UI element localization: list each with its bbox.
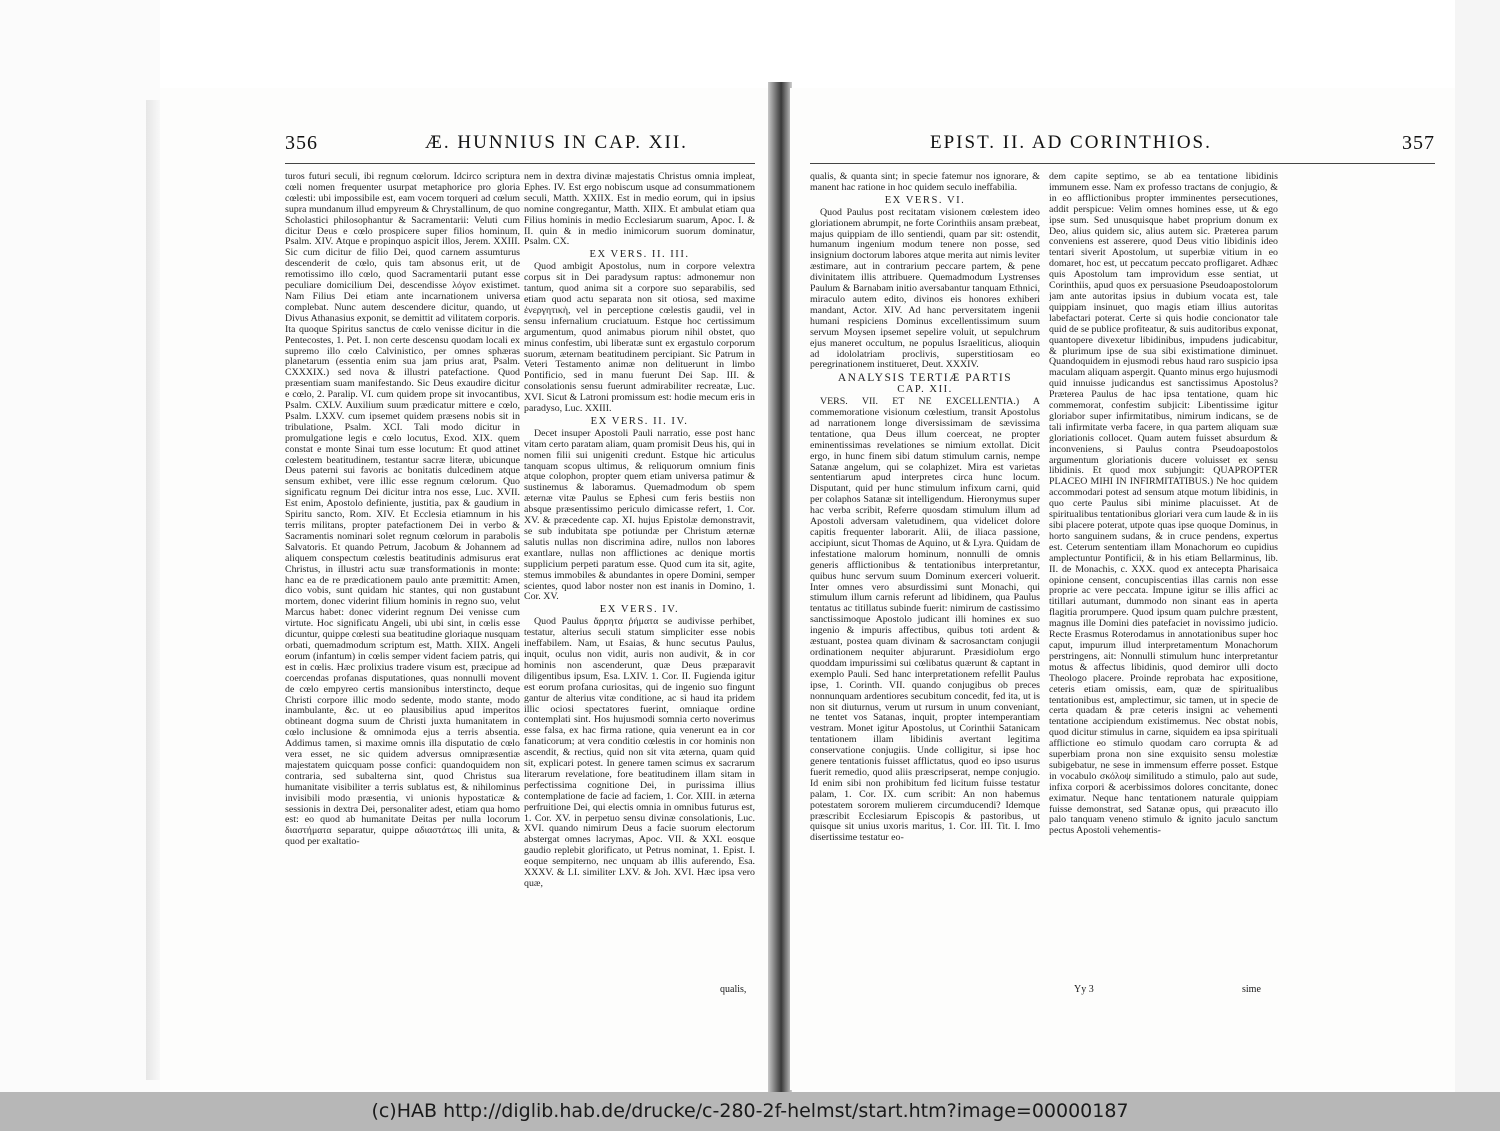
right-catchword: sime (1242, 984, 1261, 995)
paragraph: dem capite septimo, se ab ea tentatione libidinis immunem esse. Nam ex professo tractans de conjugio, & in eo afflictionibus propter imminentes persecutiones, addit perspicue: Velim omnes homines esse, ut & ego ipse sum. Sed unusquisque habet proprium donum ex Deo, alius quidem sic, alius autem sic. Præterea parum conveniens est asserere, quod Deus vitio libidinis ideo tentari siverit Apostolum, ut superbiæ vitium in eo domaret, hoc est, ut peccatum peccato profligaret. Adhæc quis Apostolum tam improvidum esse sentiat, ut Corinthiis, apud quos ex persuasione Pseudoapostolorum jam ante autoritas ipsius in dubium vocata est, tale quippiam insinuet, quo magis etiam illius autoritas labefactari poterat. Certe si quis hodie concionator tale quid de se publice profiteatur, & suis auditoribus exponat, quantopere divexetur libidinibus, impudens judicabitur, & plurimum ipse de sua sibi existimatione diminuet. Quandoquidem in ejusmodi rebus haud raro suspicio ipsa maculam aliquam aspergit. Quanto minus ergo hujusmodi quid innuisse judicandus est sanctissimus Apostolus? Præterea Paulus de hac ipsa tentatione, quam hic commemorat, confestim subjicit: Libentissime igitur gloriabor super infirmitatibus, nimirum indicans, se de tali infirmitate verba facere, in qua partem aliquam suæ gloriationis collocet. Quam autem fuisset absurdum & inconveniens, si Paulus contra Pseudoapostolos argumentum gloriationis ducere voluisset ex sensu libidinis. Et quod mox subjungit: QUAPROPTER PLACEO MIHI IN INFIRMITATIBUS.) Ne hoc quidem accommodari potest ad sensum atque motum libidinis, in quo certe Paulus sibi minime placuisset. At de spiritualibus tentationibus gloriari vera cum laude & in iis sibi placere poterat, utpote quas ipse quoque Dominus, in horto sanguinem sudans, & in cruce pendens, expertus est. Ceterum sententiam illam Monachorum eo cupidius amplectuntur Pontificii, & in his etiam Bellarminus, lib. II. de Monachis, c. XXX. quod ex antecepta Pharisaica opinione censent, concupiscentias illas carnis non esse proprie ac vere peccata. Impune igitur se illis affici ac titillari autumant, dummodo non sinant eas in aperta flagitia prorumpere. Quod ipsum quam pulchre præstent, magnus ille Domini dies patefaciet in novissimo judicio. Recte Erasmus Roterodamus in annotationibus super hoc caput, impurum illud interpretamentum Monachorum perstringens, ait: Nonnulli stimulum hunc interpretantur motus & affectus libidinis, quod demiror ulli docto Theologo placere. Proinde reprobata hac expositione, ceteris etiam omissis, eam, quæ de spiritualibus tentationibus est, amplectimur, sic tamen, ut in specie de certa quadam & præ ceteris insigni ac vehementi tentatione accipiendum existimemus. Nec obstat nobis, quod dicitur stimulus in carne, siquidem ea ipsa spirituali afflictione eo stimulo quodam caro corrupta & ad superbiam prona non sine exquisito sensu molestiæ subigebatur, ne sese in immensum efferre posset. Estque in vocabulo σκόλοψ similitudo a stimulo, palo aut sude, infixa corpori & acerbissimos dolores concitante, donec eximatur. Neque hanc tentationem naturale quippiam fuisse demonstrat, sed Satanæ opus, qui præacuto illo palo tanquam veneno stimulo & ignito jaculo sanctum pectus Apostoli vehementis- (1049, 172, 1278, 837)
left-page (160, 88, 770, 1090)
analysis-heading: ANALYSIS TERTIÆ PARTIS (837, 372, 1013, 385)
left-catchword: qualis, (720, 984, 747, 995)
header-rule (285, 163, 755, 164)
section-heading: EX VERS. II. III. (589, 249, 690, 261)
book-edge (146, 100, 160, 1080)
right-running-head: EPIST. II. AD CORINTHIOS. (930, 132, 1212, 153)
paragraph: Quod ambigit Apostolus, num in corpore velextra corpus sit in Dei paradysum raptus: admonemur non tantum, quod anima sit a corpore suo separabilis, sed etiam quod actu separata non sit otiosa, sed maxime ἐνεργητικὴ, vel in perceptione cœlestis gaudii, vel in sensu infernalium cruciatuum. Estque hoc certissimum argumentum, quod animabus piorum nihil obstet, quo minus confestim, ubi liberatæ sunt ex ergastulo corporum suorum, æternam beatitudinem percipiant. Sic Patrum in Veteri Testamento animæ non delituerunt in limbo Pontificio, sed in manu fuerunt Dei Sap. III. & consolationis sensu fuerunt admirabiliter recreatæ, Luc. XVI. Sicut & Latroni promissum est: hodie mecum eris in paradyso, Luc. XXIII. (524, 261, 755, 415)
right-column-b (1049, 172, 1278, 1072)
left-page-header (285, 132, 755, 164)
copyright-url[interactable]: (c)HAB http://diglib.hab.de/drucke/c-280-2f-helmst/start.htm?image=00000187 (371, 1100, 1129, 1122)
paragraph: VERS. VII. ET NE EXCELLENTIA.) A commemoratione visionum cœlestium, transit Apostolus ad narrationem longe diversissimam de sævissima tentatione, qua Deus illum coerceat, ne propter eminentissimas revelationes se nimium extollat. Dicit ergo, in hunc finem sibi datum stimulum carnis, nempe Satanæ angelum, qui se colaphizet. Mira est varietas sententiarum apud interpretes circa hunc locum. Disputant, quid per hunc stimulum infixum carni, quid per colaphos Satanæ sit intelligendum. Hieronymus super hac verba scribit, Referre quosdam stimulum illum ad Apostoli adversam valetudinem, qua videlicet dolore capitis frequenter laborarit. Alii, de iliaca passione, accipiunt, sicut Thomas de Aquino, ut & Lyra. Quidam de infestatione malorum hominum, nonnulli de omnis generis afflictionibus & tentationibus interpretantur, quibus hunc servum suum Dominum exerceri voluerit. Inter omnes vero absurdissimi sunt Monachi, qui stimulum illum carnis referunt ad libidinem, qua Paulus tentatus ac titillatus subinde fuerit: nimirum de castissimo sanctissimoque Apostolo judicant illi homines ex suo ingenio & impuris affectibus, quibus toti ardent & æstuant, postea quam divinam & sacrosanctam conjugii ordinationem nequiter abjurarunt. Præsidiolum ergo quoddam impurissimi sui cœlibatus quærunt & captant in exemplo Pauli. Sed hanc interpretationem refellit Paulus ipse, 1. Corinth. VII. quando conjugibus ob preces nonnunquam ardentiores secubitum concedit, fed ita, ut is non sit diuturnus, verum ut rursum in unum conveniant, ne tentet vos Satanas, inquit, propter intemperantiam vestram. Monet igitur Apostolus, ut Corinthii Satanicam tentationem illam libidinis avertant legitima conservatione conjugiis. Unde colligitur, si ipse hoc genere tentationis fuisset afflictatus, quod eo ipso usurus fuerit remedio, quod aliis præscripserat, nempe conjugio. Id enim sibi non prohibitum fed licitum fuisse testatur palam, 1. Cor. IX. cum scribit: An non habemus potestatem sororem mulierem circumducendi? Idemque præscribit Ecclesiarum Episcopis & pastoribus, ut quisque sit unius uxoris maritus, 1. Cor. III. Tit. I. Imo disertissime testatur eo- (810, 396, 1040, 844)
right-page-header (810, 132, 1435, 164)
left-running-head: Æ. HUNNIUS IN CAP. XII. (425, 132, 688, 153)
book-gutter (768, 82, 792, 1092)
left-column-a (285, 172, 520, 1072)
left-page-number: 356 (285, 132, 318, 154)
section-heading: EX VERS. IV. (599, 604, 680, 616)
section-heading: EX VERS. II. IV. (590, 415, 689, 427)
right-page (790, 88, 1455, 1090)
paragraph: turos futuri seculi, ibi regnum cœlorum. Idcirco scriptura cœli nomen frequenter usurpat metaphorice pro gloria cœlesti: ubi impossibile est, eam vocem torqueri ad cœlum supra mundanum illud empyreum & Chrystallinum, de quo Scholastici philosophantur & Sacramentarii: Veluti cum dicitur Deus e cœlo prospicere super filios hominum, Psalm. XIV. Atque e propinquo aspicit illos, Jerem. XXIII. Sic cum dicitur de filio Dei, quod carnem assumturus descenderit de cœlo, quis tam absonus erit, ut de remotissimo illo cœlo, quod Sacramentarii putant esse peculiare domicilium Dei, descendisse λόγον existimet. Nam Filius Dei etiam ante incarnationem universa complebat. Nunc autem descendere dicitur, quando, ut Divus Athanasius exponit, se demittit ad vilitatem corporis. Ita quoque Spiritus sanctus de cœlo venisse dicitur in die Pentecostes, 1. Pet. I. non certe descensu quodam locali ex supremo illo cœlo Calvinistico, per omnes sphæras planetarum (essentia enim sua jam prius arat, Psalm. CXXXIX.) sed nova & illustri patefactione. Quod præsentiam suam manifestando. Sic Deus exaudire dicitur e cœlo, 2. Paralip. VI. cum quidem prope sit invocantibus, Psalm. CXLV. Auxilium suum prædicatur mittere e cœlo, Psalm. LXXV. cum ipsemet quidem præsens nobis sit in tribulatione, Psalm. XCI. Tali modo dicitur in promulgatione legis e cœlo locutus, Exod. XIX. quem constat e monte Sinai tum esse locutum: Et quod attinet cœlestem beatitudinem, testantur sacræ literæ, ubicunque Deus paterni sui favoris ac bonitatis dulcedinem atque sensum exhibet, vere illic esse regnum cœlorum. Quo significatu regnum Dei dicitur intra nos esse, Luc. XVII. Est enim, Apostolo definiente, justitia, pax & gaudium in Spiritu sancto, Rom. XIV. Et Ecclesia etiamnum in his terris militans, propter patefactionem Dei in verbo & Sacramentis nominari solet regnum cœlorum in parabolis Salvatoris. Et quando Petrum, Jacobum & Johannem ad aliquem conspectum cœlestis beatitudinis admisurus erat Christus, in illustri actu suæ transformationis in monte: hanc ea de re prædicationem paulo ante præmittit: Amen, dico vobis, sunt quidam hic stantes, qui non gustabunt mortem, donec viderint filium hominis in regno suo, velut Marcus habet: donec viderint regnum Dei venisse cum virtute. Hoc significatu Angeli, ubi ubi sint, in cœlis esse dicuntur, quippe cœlesti sua beatitudine gloriaque nusquam orbati, quemadmodum scriptum est, Matth. XIIX. Angeli eorum (infantum) in cœlis semper vident faciem patris, qui est in cœlis. Hæc prolixius tradere visum est, præcipue ad coercendas profanas disputationes, quas nonnulli movent de cœlo empyreo certis mansionibus interstincto, deque Christi corpore illic modo sedente, modo stante, modo inambulante, &c. ut eo plausibilius apud imperitos obtineant dogma suum de Christi juxta humanitatem in cœlo inclusione & omnimoda ejus a terris absentia. Addimus tamen, si maxime omnis illa disputatio de cœlo vera esset, ne sic quidem adversus omnipræsentiæ majestatem quicquam posse confici: quandoquidem non contraria, sed subalterna sint, quod Christus sua humanitate visibiliter a terris sublatus est, & nihilominus invisibili modo præsentia, vi unionis hypostaticæ & sessionis in dextra Dei, personaliter adest, etiam qua homo est: eo quod ab humanitate Deitas per nulla locorum διαστήματα separatur, quippe αδιαστάτως illi unita, & quod per exaltatio- (285, 172, 520, 848)
right-column-a (810, 172, 1040, 1072)
paragraph: Quod Paulus post recitatam visionem cœlestem ideo gloriationem abrumpit, ne forte Corinthiis ansam præbeat, majus quippiam de illo sentiendi, quam par sit: ostendit, humanum ingenium modum tenere non posse, sed insignium doctorum labores atque merita aut nimis leviter æstimare, aut in contrarium peccare partem, & pene divinitatem illis attribuere. Quemadmodum Lystrenses Paulum & Barnabam initio aversabantur tanquam Ethnici, miraculo autem edito, divinos eis honores exhiberi mandant, Actor. XIV. Ad hanc perversitatem ingenii humani respiciens Dominus excellentissimum suum servum Moysen ipsemet sepelire voluit, ut sepulchrum ejus maneret occultum, ne populus Israeliticus, alioquin ad idololatriam proclivis, superstitiosam eo peregrinationem institueret, Deut. XXXIV. (810, 206, 1040, 371)
paragraph: Quod Paulus ἄρρητα ῥήματα se audivisse perhibet, testatur, alterius seculi statum simpliciter esse nobis ineffabilem. Nam, ut Esaias, & hunc secutus Paulus, inquit, oculus non vidit, auris non audivit, & in cor hominis non ascenderunt, quæ Deus præparavit diligentibus ipsum, Esa. LXIV. 1. Cor. II. Fugienda igitur est eorum profana curiositas, qui de ingenio suo fingunt gantur de alterius vitæ conditione, ac si haud ita pridem illic ociosi spectatores fuerint, omniaque ordine contemplati sint. Hos hujusmodi somnia certo noverimus esse falsa, ex hac firma ratione, quia venerunt ea in cor fanaticorum; at vera conditio cœlestis in cor hominis non ascendit, & rectius, quid non sit vita æterna, quam quid sit, explicari potest. In genere tamen scimus ex sacrarum literarum revelatione, fore beatitudinem illam sitam in perfectissima cognitione Dei, in purissima illius contemplatione de facie ad faciem, 1. Cor. XIII. in æterna perfruitione Dei, qui electis omnia in omnibus futurus est, 1. Cor. XV. in perpetuo sensu divinæ consolationis, Luc. XVI. quando nimirum Deus a facie suorum electorum abstergat omnes lacrymas, Apoc. VII. & XXI. eosque gaudio replebit glorificato, ut Petrus nominat, 1. Epist. I. eoque sempiterno, nec unquam ab illis auferendo, Esa. XXXV. & LI. similiter LXV. & Joh. XVI. Hæc ipsa vero quæ, (524, 616, 755, 889)
paragraph: Decet insuper Apostoli Pauli narratio, esse post hanc vitam certo paratam aliam, quam promisit Deus his, qui in nomen filii sui unigeniti credunt. Estque hic articulus tanquam scopus ultimus, & reliquorum omnium finis atque colophon, propter quem etiam universa patimur & sustinemus & laboramus. Quemadmodum ob spem æternæ vitæ Paulus se Ephesi cum feris bestiis non absque præsentissimo periculo dimicasse refert, 1. Cor. XV. & præcedente cap. XI. hujus Epistolæ demonstravit, se sub indubitata spe potiundæ per Christum æternæ salutis nullas non discrimina adire, nullos non labores exantlare, nullas non afflictiones ac denique mortis supplicium perpeti paratum esse. Quod cum ita sit, agite, stemus immobiles & abundantes in opere Domini, semper scientes, quod labor noster non est inanis in Domino, 1. Cor. XV. (524, 427, 755, 603)
section-heading: EX VERS. VI. (884, 194, 966, 206)
scan-background-left (0, 0, 160, 1092)
footer-bar (0, 1092, 1500, 1131)
left-column-b (524, 172, 755, 1072)
paragraph: qualis, & quanta sint; in specie fatemur nos ignorare, & manent hac ratione in hoc quidem seculo ineffabilia. (810, 172, 1040, 193)
header-rule (810, 163, 1435, 164)
analysis-subheading: CAP. XII. (897, 384, 953, 396)
scan-background-right (1455, 0, 1500, 1092)
right-page-number: 357 (1402, 132, 1435, 154)
paragraph: nem in dextra divinæ majestatis Christus omnia impleat, Ephes. IV. Est ergo nobiscum usque ad consummationem seculi, Matth. XXIIX. Est in medio eorum, qui in ipsius nomine congregantur, Matth. XIIX. Et ambulat etiam qua Filius hominis in medio Ecclesiarum suarum, Apoc. I. & II. quin & in medio inimicorum suorum dominatur, Psalm. CX. (524, 172, 755, 248)
signature-mark: Yy 3 (1074, 984, 1094, 995)
